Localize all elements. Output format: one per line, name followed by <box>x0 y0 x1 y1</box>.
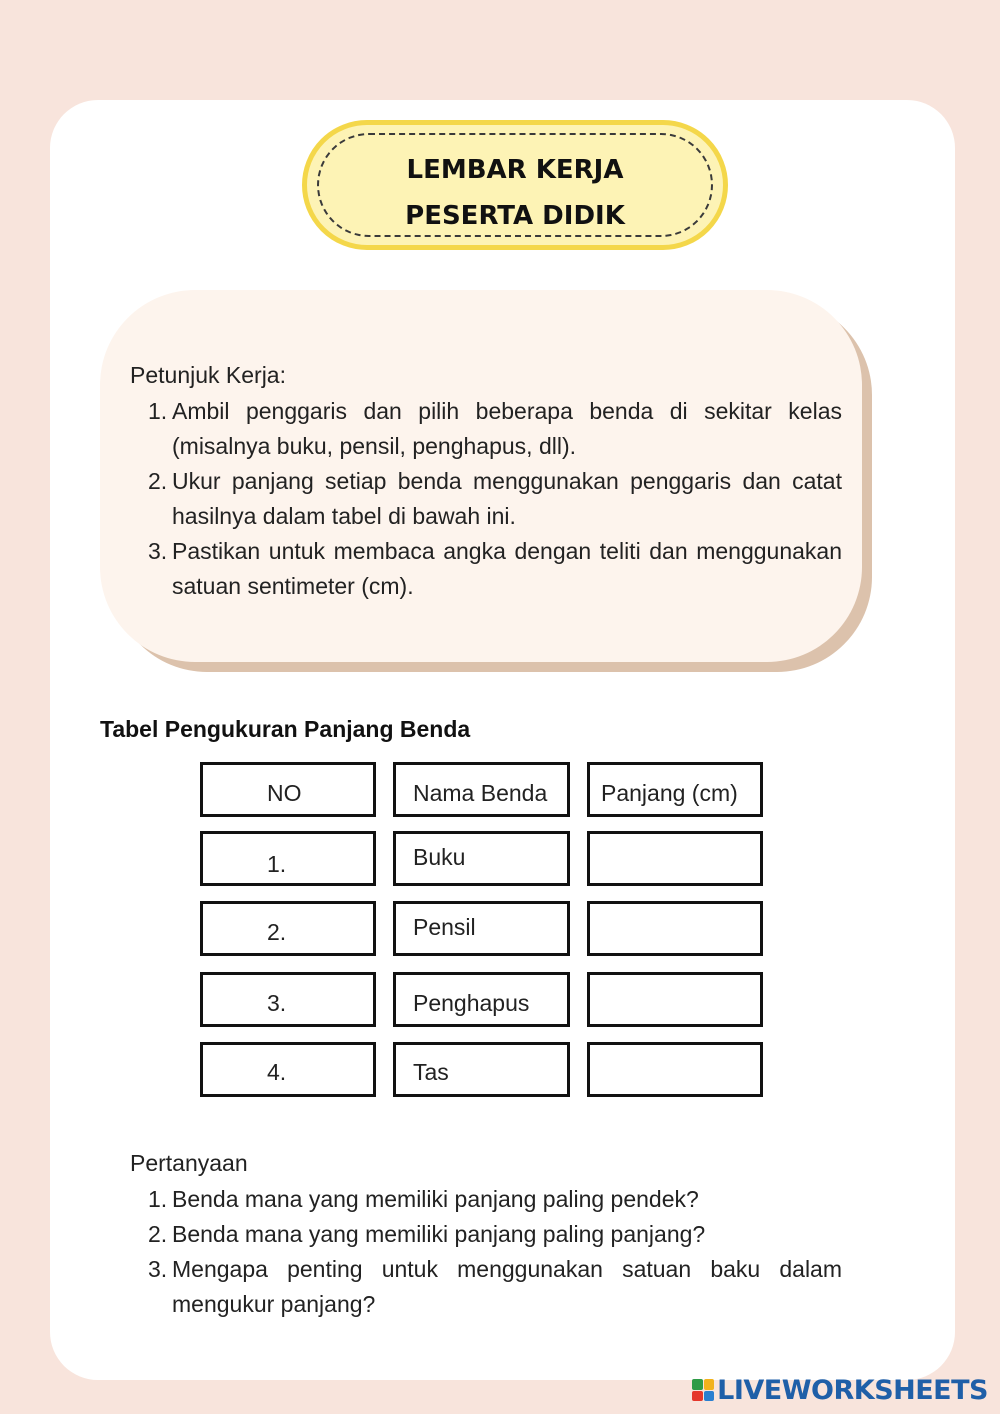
header-length: Panjang (cm) <box>601 780 738 806</box>
brand-name: LIVEWORKSHEETS <box>717 1374 988 1406</box>
instruction-number: 2. <box>148 468 168 494</box>
row-number: 3. <box>267 990 287 1016</box>
row-name: Tas <box>413 1059 449 1085</box>
questions-list <box>130 1182 842 1322</box>
length-answer-field[interactable] <box>587 972 763 1027</box>
instruction-text: Pastikan untuk membaca angka dengan teliti dan menggunakan satuan sentimeter (cm). <box>172 538 842 599</box>
row-name-cell <box>393 1042 570 1097</box>
length-answer-field[interactable] <box>587 831 763 886</box>
row-number: 4. <box>267 1059 287 1085</box>
length-answer-field[interactable] <box>587 901 763 956</box>
title-badge <box>302 120 728 250</box>
question-number: 3. <box>148 1256 168 1282</box>
row-name-cell <box>393 901 570 956</box>
instruction-item <box>130 464 842 534</box>
instruction-number: 1. <box>148 398 168 424</box>
liveworksheets-brand[interactable] <box>692 1373 988 1407</box>
liveworksheets-logo-icon <box>692 1379 714 1401</box>
row-name: Pensil <box>413 914 476 940</box>
instructions-heading: Petunjuk Kerja: <box>130 362 286 388</box>
header-length-cell <box>587 762 763 817</box>
row-name-cell <box>393 831 570 886</box>
question-item <box>130 1252 842 1322</box>
row-no-cell <box>200 972 376 1027</box>
questions-heading: Pertanyaan <box>130 1150 248 1176</box>
instruction-text: Ambil penggaris dan pilih beberapa benda di sekitar kelas (misalnya buku, pensil, penghapus, dll). <box>172 398 842 459</box>
table-title: Tabel Pengukuran Panjang Benda <box>100 716 471 742</box>
instruction-number: 3. <box>148 538 168 564</box>
row-no-cell <box>200 901 376 956</box>
header-name: Nama Benda <box>413 780 548 806</box>
question-number: 2. <box>148 1221 168 1247</box>
question-item <box>130 1217 842 1252</box>
length-answer-field[interactable] <box>587 1042 763 1097</box>
question-number: 1. <box>148 1186 168 1212</box>
row-name: Buku <box>413 844 466 870</box>
instructions-list <box>130 394 842 604</box>
page-title: LEMBAR KERJA PESERTA DIDIK <box>405 155 625 231</box>
question-text: Mengapa penting untuk menggunakan satuan baku dalam mengukur panjang? <box>172 1256 842 1317</box>
instruction-text: Ukur panjang setiap benda menggunakan penggaris dan catat hasilnya dalam tabel di bawah ini. <box>172 468 842 529</box>
instruction-item <box>130 394 842 464</box>
row-name-cell <box>393 972 570 1027</box>
header-no-cell <box>200 762 376 817</box>
row-number: 1. <box>267 851 287 877</box>
row-name: Penghapus <box>413 990 530 1016</box>
header-no: NO <box>267 780 302 806</box>
question-text: Benda mana yang memiliki panjang paling pendek? <box>172 1186 699 1212</box>
question-text: Benda mana yang memiliki panjang paling panjang? <box>172 1221 706 1247</box>
row-number: 2. <box>267 919 287 945</box>
row-no-cell <box>200 831 376 886</box>
row-no-cell <box>200 1042 376 1097</box>
instruction-item <box>130 534 842 604</box>
question-item <box>130 1182 842 1217</box>
header-name-cell <box>393 762 570 817</box>
